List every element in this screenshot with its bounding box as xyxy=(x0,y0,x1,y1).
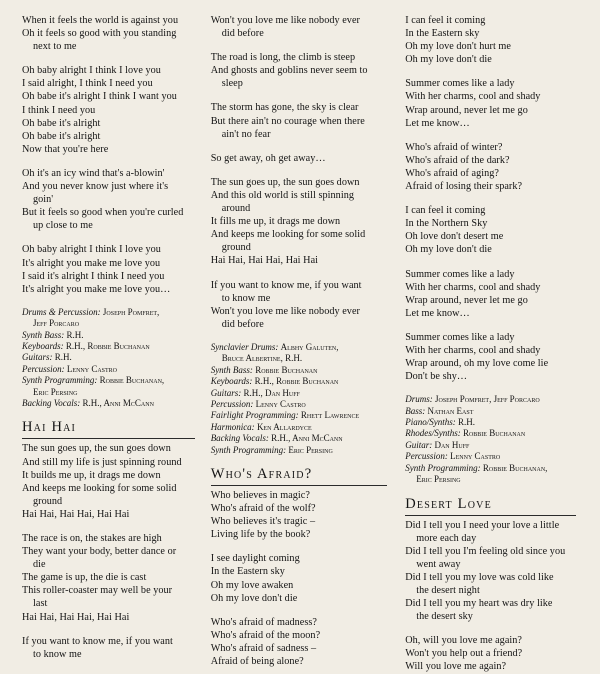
lyric-block-2 xyxy=(22,64,195,156)
lyric-line: Oh, will you love me again? xyxy=(405,635,522,647)
credit-names: Dan Huff xyxy=(434,439,470,450)
lyric-block-21 xyxy=(405,268,576,320)
lyric-line: With her charms, cool and shady xyxy=(405,281,541,293)
lyric-line: more each day xyxy=(416,532,477,544)
credit-role: Backing Vocals: xyxy=(22,398,83,409)
credit-role: Percussion: xyxy=(405,451,451,462)
credit-line xyxy=(405,451,576,462)
lyric-line: Who's afraid of madness? xyxy=(210,616,317,628)
lyric-line: Summer comes like a lady xyxy=(405,78,515,90)
credit-names: Lenny Castro xyxy=(66,363,118,374)
credit-line xyxy=(22,307,195,318)
lyric-line: Did I tell you I'm feeling old since you xyxy=(405,545,566,557)
credit-role: Percussion: xyxy=(22,363,67,374)
lyric-block-8 xyxy=(211,14,388,40)
lyric-line: It fills me up, it drags me down xyxy=(210,216,341,228)
lyric-line: And still my life is just spinning round xyxy=(22,456,182,468)
credit-line xyxy=(211,365,388,376)
column-left xyxy=(22,14,205,660)
credit-role: Piano/Synths: xyxy=(405,417,458,428)
credit-line xyxy=(22,398,195,409)
lyric-line: Hai Hai, Hai Hai, Hai Hai xyxy=(22,508,130,520)
credit-names: R.H., Anni McCann xyxy=(82,398,154,409)
lyric-line: Did I tell you my heart was dry like xyxy=(405,598,553,610)
credit-line xyxy=(211,399,388,410)
credit-line xyxy=(22,364,195,375)
lyric-line: to know me xyxy=(221,292,271,304)
lyric-line: Who's afraid of the dark? xyxy=(405,154,510,166)
credit-names: R.H. xyxy=(457,417,475,428)
lyric-line: Won't you love me like nobody ever xyxy=(210,305,360,317)
lyric-line: the desert night xyxy=(416,584,480,596)
credit-role: Backing Vocals: xyxy=(210,433,272,444)
credit-names: Robbie Buchanan, xyxy=(99,375,165,386)
credit-names: Eric Persing xyxy=(288,444,333,455)
lyric-line: did before xyxy=(221,318,264,330)
song-title-whos-afraid: Who's Afraid? xyxy=(211,466,388,486)
lyric-line: Oh baby alright I think I love you xyxy=(22,244,161,256)
credit-role: Synth Bass: xyxy=(210,364,256,375)
lyric-line: went away xyxy=(416,558,461,570)
credit-names: Joseph Pomfret, Jeff Porcaro xyxy=(434,394,540,405)
credit-names: Robbie Buchanan, xyxy=(482,462,548,473)
lyric-line: Living life by the book? xyxy=(210,529,311,541)
lyric-block-22 xyxy=(405,331,576,383)
credit-line xyxy=(22,387,195,398)
lyric-line: Oh love don't desert me xyxy=(405,231,504,243)
lyric-line: ground xyxy=(221,242,251,254)
lyric-line: The game is up, the die is cast xyxy=(22,572,147,584)
column-middle xyxy=(205,14,398,667)
lyric-line: In the Eastern sky xyxy=(210,566,285,578)
credit-role: Fairlight Programming: xyxy=(210,410,301,421)
lyric-line: die xyxy=(33,559,46,571)
lyric-line: But there ain't no courage when there xyxy=(210,115,365,127)
credit-names: Lenny Castro xyxy=(450,451,501,462)
lyric-line: Let me know… xyxy=(405,307,470,319)
lyric-line: Oh my love don't die xyxy=(405,54,492,66)
credit-role: Synth Bass: xyxy=(22,329,67,340)
lyric-line: Who's afraid of winter? xyxy=(405,141,503,153)
lyric-line: They want your body, better dance or xyxy=(22,546,177,558)
lyric-block-7 xyxy=(22,635,195,661)
lyric-line: Now that you're here xyxy=(22,143,109,155)
lyric-line: I said alright, I think I need you xyxy=(22,78,153,90)
credit-names: R.H., Robbie Buchanan xyxy=(65,341,150,351)
lyric-line: The sun goes up, the sun goes down xyxy=(210,176,360,188)
lyric-block-13 xyxy=(211,279,388,331)
lyric-line: to know me xyxy=(33,648,82,660)
credit-role: Keyboards: xyxy=(22,341,66,351)
credits-block-3 xyxy=(405,394,576,485)
credit-role: Percussion: xyxy=(210,398,256,409)
lyric-line: It builds me up, it drags me down xyxy=(22,469,161,481)
lyric-line: In the Eastern sky xyxy=(405,28,480,40)
lyric-block-3 xyxy=(22,167,195,232)
credit-names: Lenny Castro xyxy=(255,398,306,409)
lyric-line: Afraid of being alone? xyxy=(210,655,304,667)
lyric-line: sleep xyxy=(221,78,243,90)
credit-role: Synth Programming: xyxy=(210,444,289,455)
credit-line xyxy=(211,353,388,364)
credit-role: Drums & Percussion: xyxy=(22,306,103,317)
lyric-line: With her charms, cool and shady xyxy=(405,91,541,103)
lyric-line: Won't you love me like nobody ever xyxy=(210,15,360,26)
lyric-block-6 xyxy=(22,532,195,624)
credit-role: Bass: xyxy=(405,405,428,416)
credit-names: Bruce Albertine, R.H. xyxy=(221,353,303,364)
credit-line xyxy=(211,445,388,456)
lyric-line: Did I tell you I need your love a little xyxy=(405,519,560,531)
credit-line xyxy=(405,440,576,451)
lyric-line: And this old world is still spinning xyxy=(210,189,354,201)
lyric-line: Afraid of losing their spark? xyxy=(405,181,523,193)
lyric-line: Who's afraid of sadness – xyxy=(210,642,317,654)
lyric-line: And keeps me looking for some solid xyxy=(22,482,177,494)
lyric-line: Oh my love don't hurt me xyxy=(405,41,511,53)
lyric-line: Wrap around, never let me go xyxy=(405,294,528,306)
lyric-line: In the Northern Sky xyxy=(405,218,488,230)
credit-role: Synclavier Drums: xyxy=(210,341,281,352)
credit-line xyxy=(211,376,388,387)
lyric-line: I think I need you xyxy=(22,104,96,116)
lyric-line: Let me know… xyxy=(405,117,470,129)
lyric-line: But it feels so good when you're curled xyxy=(22,207,184,219)
credit-names: R.H., Anni McCann xyxy=(271,433,343,444)
credit-line xyxy=(405,463,576,474)
lyric-line: It's alright you make me love you… xyxy=(22,283,171,295)
credit-names: Robbie Buchanan xyxy=(462,428,526,439)
lyric-line: Oh it feels so good with you standing xyxy=(22,28,177,40)
lyric-block-5 xyxy=(22,442,195,521)
credit-line xyxy=(22,375,195,386)
lyric-line: Wrap around, oh my love come lie xyxy=(405,358,549,370)
lyric-line: If you want to know me, if you want xyxy=(22,635,173,647)
lyric-line: ain't no fear xyxy=(221,128,271,140)
lyric-line: Oh baby alright I think I love you xyxy=(22,65,161,77)
lyric-line: Wrap around, never let me go xyxy=(405,104,528,116)
credit-line xyxy=(211,433,388,444)
credit-role: Guitar: xyxy=(405,439,435,450)
credit-line xyxy=(405,417,576,428)
credit-names: Jeff Porcaro xyxy=(33,318,80,329)
lyric-line: Will you love me again? xyxy=(405,661,507,673)
credit-names: Rhett Lawrence xyxy=(300,410,360,421)
credit-line xyxy=(211,388,388,399)
lyric-line: I can feel it coming xyxy=(405,15,486,26)
credit-line xyxy=(22,318,195,329)
credit-names: R.H., Dan Huff xyxy=(243,387,300,398)
lyric-line: The road is long, the climb is steep xyxy=(210,52,356,64)
credit-line xyxy=(405,474,576,485)
lyric-block-9 xyxy=(211,51,388,90)
credit-names: Ken Allardyce xyxy=(256,421,312,432)
lyric-line: next to me xyxy=(33,41,77,53)
credit-names: Nathan East xyxy=(427,405,474,416)
credit-line xyxy=(22,330,195,341)
lyric-line: Who's afraid of the wolf? xyxy=(210,503,316,515)
lyric-line: And ghosts and goblins never seem to xyxy=(210,65,368,77)
lyric-line: ground xyxy=(33,495,63,507)
lyric-line: Oh my love don't die xyxy=(405,244,492,256)
lyric-block-17 xyxy=(405,14,576,66)
song-title-desert-love: Desert Love xyxy=(405,496,576,516)
song-title-hai-hai: Hai Hai xyxy=(22,419,195,439)
credit-role: Guitars: xyxy=(22,352,55,363)
lyric-line: Who's afraid of the moon? xyxy=(210,629,321,641)
lyric-line: Oh it's an icy wind that's a-blowin' xyxy=(22,167,165,179)
credits-block-1 xyxy=(22,307,195,410)
lyric-line: Did I tell you my love was cold like xyxy=(405,571,554,583)
lyric-line: Oh babe it's alright xyxy=(22,117,101,129)
lyric-line: did before xyxy=(221,28,264,40)
lyric-block-14 xyxy=(211,489,388,541)
credit-line xyxy=(405,406,576,417)
credit-role: Synth Programming: xyxy=(405,462,483,473)
lyric-block-4 xyxy=(22,243,195,295)
lyric-block-20 xyxy=(405,204,576,256)
lyric-line: Summer comes like a lady xyxy=(405,268,515,280)
lyric-block-15 xyxy=(211,552,388,604)
lyric-line: Hai Hai, Hai Hai, Hai Hai xyxy=(22,611,130,623)
lyric-line: Oh babe it's alright I think I want you xyxy=(22,91,177,103)
credit-names: R.H. xyxy=(54,352,72,363)
credit-line xyxy=(405,428,576,439)
lyric-line: The sun goes up, the sun goes down xyxy=(22,443,171,455)
column-right xyxy=(397,14,586,673)
lyric-line: Oh my love don't die xyxy=(210,592,298,604)
lyric-block-10 xyxy=(211,101,388,140)
credit-line xyxy=(211,410,388,421)
credit-names: Albhy Galuten, xyxy=(280,341,339,352)
credit-role: Drums: xyxy=(405,394,435,405)
lyric-line: It's alright you make me love you xyxy=(22,257,161,269)
lyric-line: I see daylight coming xyxy=(210,553,300,565)
credit-role: Guitars: xyxy=(210,387,244,398)
credit-role: Harmonica: xyxy=(210,421,257,432)
lyric-line: Oh my love awaken xyxy=(210,579,294,591)
credit-line xyxy=(211,342,388,353)
lyric-line: With her charms, cool and shady xyxy=(405,344,541,356)
lyric-line: And keeps me looking for some solid xyxy=(210,229,366,241)
lyric-line: Hai Hai, Hai Hai, Hai Hai xyxy=(210,255,319,267)
credit-role: Keyboards: xyxy=(210,376,255,387)
lyric-line: Who believes it's tragic – xyxy=(210,516,316,528)
lyric-line: Oh babe it's alright xyxy=(22,130,101,142)
lyric-line: So get away, oh get away… xyxy=(210,152,326,164)
lyric-line: I said it's alright I think I need you xyxy=(22,270,165,282)
lyric-block-1 xyxy=(22,14,195,53)
lyric-line: last xyxy=(33,598,48,610)
lyric-block-12 xyxy=(211,176,388,268)
lyric-line: The race is on, the stakes are high xyxy=(22,533,162,544)
credit-names: R.H. xyxy=(66,329,84,340)
lyric-line: If you want to know me, if you want xyxy=(210,279,362,291)
lyric-line: And you never know just where it's xyxy=(22,181,169,193)
credits-block-2 xyxy=(211,342,388,456)
credit-names: Eric Persing xyxy=(416,474,461,485)
lyric-block-11 xyxy=(211,152,388,165)
lyric-block-23 xyxy=(405,519,576,624)
lyric-line: Won't you help out a friend? xyxy=(405,648,523,660)
lyric-line: Who believes in magic? xyxy=(210,489,310,501)
credit-line xyxy=(22,341,195,352)
credit-line xyxy=(405,394,576,405)
credit-line xyxy=(22,352,195,363)
lyric-line: When it feels the world is against you xyxy=(22,15,179,26)
lyric-block-18 xyxy=(405,77,576,129)
credit-names: Joseph Pomfret, xyxy=(102,306,160,317)
lyric-block-16 xyxy=(211,616,388,668)
lyric-block-24 xyxy=(405,634,576,673)
credit-role: Rhodes/Synths: xyxy=(405,428,463,439)
lyric-line: up close to me xyxy=(33,220,93,232)
credit-role: Synth Programming: xyxy=(22,375,100,386)
lyric-line: Don't be shy… xyxy=(405,371,468,383)
lyric-line: around xyxy=(221,203,251,215)
lyric-line: Who's afraid of aging? xyxy=(405,167,499,179)
lyric-line: I can feel it coming xyxy=(405,205,486,217)
lyric-line: This roller-coaster may well be your xyxy=(22,585,173,597)
lyric-line: The storm has gone, the sky is clear xyxy=(210,102,359,114)
credit-names: R.H., Robbie Buchanan xyxy=(254,376,339,387)
lyric-line: Summer comes like a lady xyxy=(405,331,515,343)
lyric-line: the desert sky xyxy=(416,611,473,623)
credit-names: Eric Persing xyxy=(33,386,78,397)
credit-names: Robbie Buchanan xyxy=(255,364,318,375)
lyric-block-19 xyxy=(405,141,576,193)
lyric-line: goin' xyxy=(33,194,54,206)
credit-line xyxy=(211,422,388,433)
